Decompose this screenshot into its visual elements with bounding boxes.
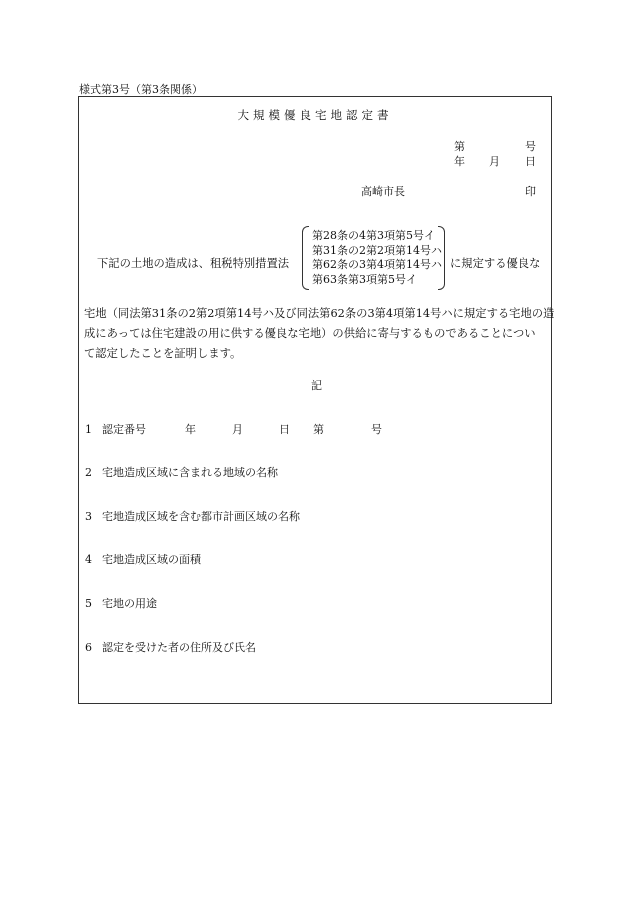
cert-day: 日 — [279, 423, 290, 436]
article-brace-group — [302, 226, 445, 290]
item-label: 宅地造成区域を含む都市計画区域の名称 — [102, 510, 300, 523]
cert-dai: 第 — [313, 423, 324, 436]
item-area-size — [85, 551, 201, 567]
item-city-planning-area — [85, 508, 300, 524]
article-item: 第63条第3項第5号イ — [312, 272, 417, 286]
item-number: 1 — [85, 423, 92, 436]
item-label: 宅地造成区域に含まれる地域の名称 — [102, 466, 278, 479]
date-year: 年 — [454, 155, 465, 168]
seal-mark: 印 — [525, 185, 536, 198]
left-bracket — [302, 226, 309, 290]
item-certification-number — [85, 421, 146, 437]
item-label: 宅地の用途 — [102, 597, 157, 610]
item-certified-person — [85, 639, 256, 655]
item-label: 認定番号 — [102, 423, 146, 436]
item-number: 5 — [85, 597, 92, 610]
body-line: 宅地（同法第31条の2第2項第14号ハ及び同法第62条の3第4項第14号ハに規定する宅地の造 — [84, 307, 555, 320]
body-line: 成にあっては住宅建設の用に供する優良な宅地）の供給に寄与するものであることについ — [84, 327, 536, 340]
body-line: て認定したことを証明します。 — [84, 347, 242, 360]
certificate-frame — [78, 96, 555, 704]
cert-go: 号 — [371, 423, 382, 436]
ki-heading: 記 — [311, 379, 322, 392]
certificate-body — [84, 304, 555, 364]
date-day: 日 — [525, 155, 536, 168]
article-list — [312, 229, 442, 287]
intro-text: 下記の土地の造成は、租税特別措置法 — [97, 257, 290, 270]
article-item: 第28条の4第3項第5号イ — [312, 229, 435, 242]
item-label: 宅地造成区域の面積 — [102, 553, 201, 566]
date-month: 月 — [489, 155, 500, 168]
cert-month: 月 — [232, 423, 243, 436]
item-number: 3 — [85, 510, 92, 523]
item-number: 4 — [85, 553, 92, 566]
item-land-use — [85, 595, 157, 611]
certificate-title: 大規模優良宅地認定書 — [237, 108, 393, 122]
article-item: 第31条の2第2項第14号ハ — [312, 243, 442, 257]
item-area-name — [85, 464, 278, 480]
number-go: 号 — [525, 140, 536, 153]
item-number: 6 — [85, 641, 92, 654]
item-number: 2 — [85, 466, 92, 479]
number-dai: 第 — [454, 140, 465, 153]
form-number-label: 様式第3号（第3条関係） — [79, 83, 203, 96]
item-label: 認定を受けた者の住所及び氏名 — [102, 641, 256, 654]
article-item: 第62条の3第4項第14号ハ — [312, 258, 442, 271]
issuer-name: 高崎市長 — [361, 185, 405, 198]
after-brace-text: に規定する優良な — [450, 257, 541, 270]
cert-year: 年 — [185, 423, 196, 436]
